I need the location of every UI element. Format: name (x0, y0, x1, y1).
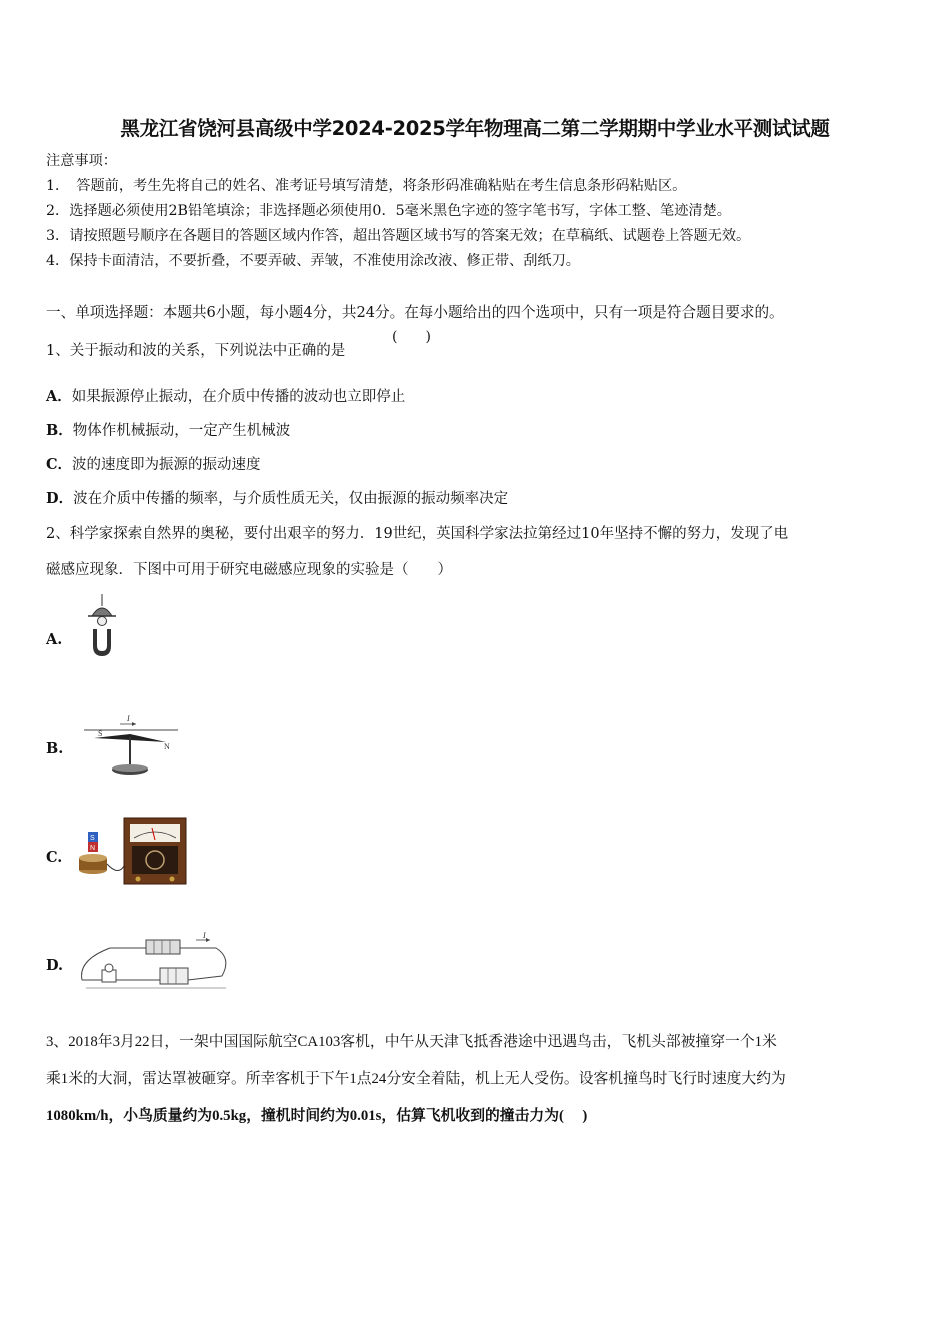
south-pole-label: S (98, 729, 103, 738)
option-text: 如果振源停止振动，在介质中传播的波动也立即停止 (71, 389, 406, 405)
notice-item-3: 3．请按照题号顺序在各题目的答题区域内作答，超出答题区域书写的答案无效；在草稿纸、试题卷上答题无效。 (46, 228, 751, 244)
q2-option-a-label: A. (46, 631, 63, 648)
option-text: 物体作机械振动，一定产生机械波 (72, 423, 291, 439)
q2-option-d-label: D. (46, 957, 64, 974)
induction-circuit-figure (76, 930, 232, 994)
notice-heading: 注意事项： (46, 153, 117, 169)
option-label: C． (46, 456, 73, 473)
page-title: 黑龙江省饶河县高级中学2024-2025学年物理高二第二学期期中学业水平测试试题 (120, 117, 830, 140)
q2-stem-line2: 磁感应现象．下图中可用于研究电磁感应现象的实验是（ ） (46, 562, 452, 578)
q2-option-b-label: B. (46, 740, 64, 757)
notice-item-1: 1． 答题前，考生先将自己的姓名、准考证号填写清楚，将条形码准确粘贴在考生信息条形码粘贴区。 (46, 178, 687, 194)
q1-stem: 1、关于振动和波的关系，下列说法中正确的是 (46, 343, 346, 359)
option-label: B． (46, 422, 73, 439)
q3-stem-line1: 3、2018年3月22日，一架中国国际航空CA103客机，中午从天津飞抵香港途中迅遇鸟击，飞机头部被撞穿一个1米 (46, 1034, 777, 1050)
option-text: 波的速度即为振源的振动速度 (72, 457, 261, 473)
current-label: I (127, 714, 130, 723)
coil-galvanometer-figure (78, 816, 190, 888)
magnet-n-label: N (90, 845, 96, 852)
option-label: A． (46, 388, 72, 405)
notice-item-2: 2．选择题必须使用2B铅笔填涂；非选择题必须使用0．5毫米黑色字迹的签字笔书写，字体工整、笔迹清楚。 (46, 203, 731, 219)
q1-option-a (46, 385, 405, 406)
magnet-s-label: S (90, 835, 95, 842)
option-label: D． (46, 490, 74, 507)
q2-stem-line1: 2、科学家探索自然界的奥秘，要付出艰辛的努力．19世纪，英国科学家法拉第经过10年坚持不懈的努力，发现了电 (46, 526, 789, 542)
q1-answer-paren: ( ) (392, 329, 431, 345)
section-heading: 一、单项选择题：本题共6小题，每小题4分，共24分。在每小题给出的四个选项中，只有一项是符合题目要求的。 (46, 304, 784, 321)
q1-option-d (46, 487, 508, 508)
q3-stem-line3: 1080km/h，小鸟质量约为0.5kg，撞机时间约为0.01s，估算飞机收到的撞击力为( ) (46, 1108, 588, 1124)
q3-stem-line2: 乘1米的大洞，雷达罩被砸穿。所幸客机于下午1点24分安全着陆，机上无人受伤。设客机撞鸟时飞行时速度大约为 (46, 1071, 786, 1087)
option-text: 波在介质中传播的频率，与介质性质无关，仅由振源的振动频率决定 (73, 491, 509, 507)
lamp-magnet-figure (80, 594, 126, 658)
compass-needle-figure (80, 712, 180, 778)
q2-option-c-label: C. (46, 849, 63, 866)
current-label: I (203, 931, 206, 940)
north-pole-label: N (164, 742, 170, 751)
q1-option-c (46, 453, 261, 474)
q1-option-b (46, 419, 290, 440)
notice-item-4: 4．保持卡面清洁，不要折叠，不要弄破、弄皱，不准使用涂改液、修正带、刮纸刀。 (46, 253, 580, 269)
